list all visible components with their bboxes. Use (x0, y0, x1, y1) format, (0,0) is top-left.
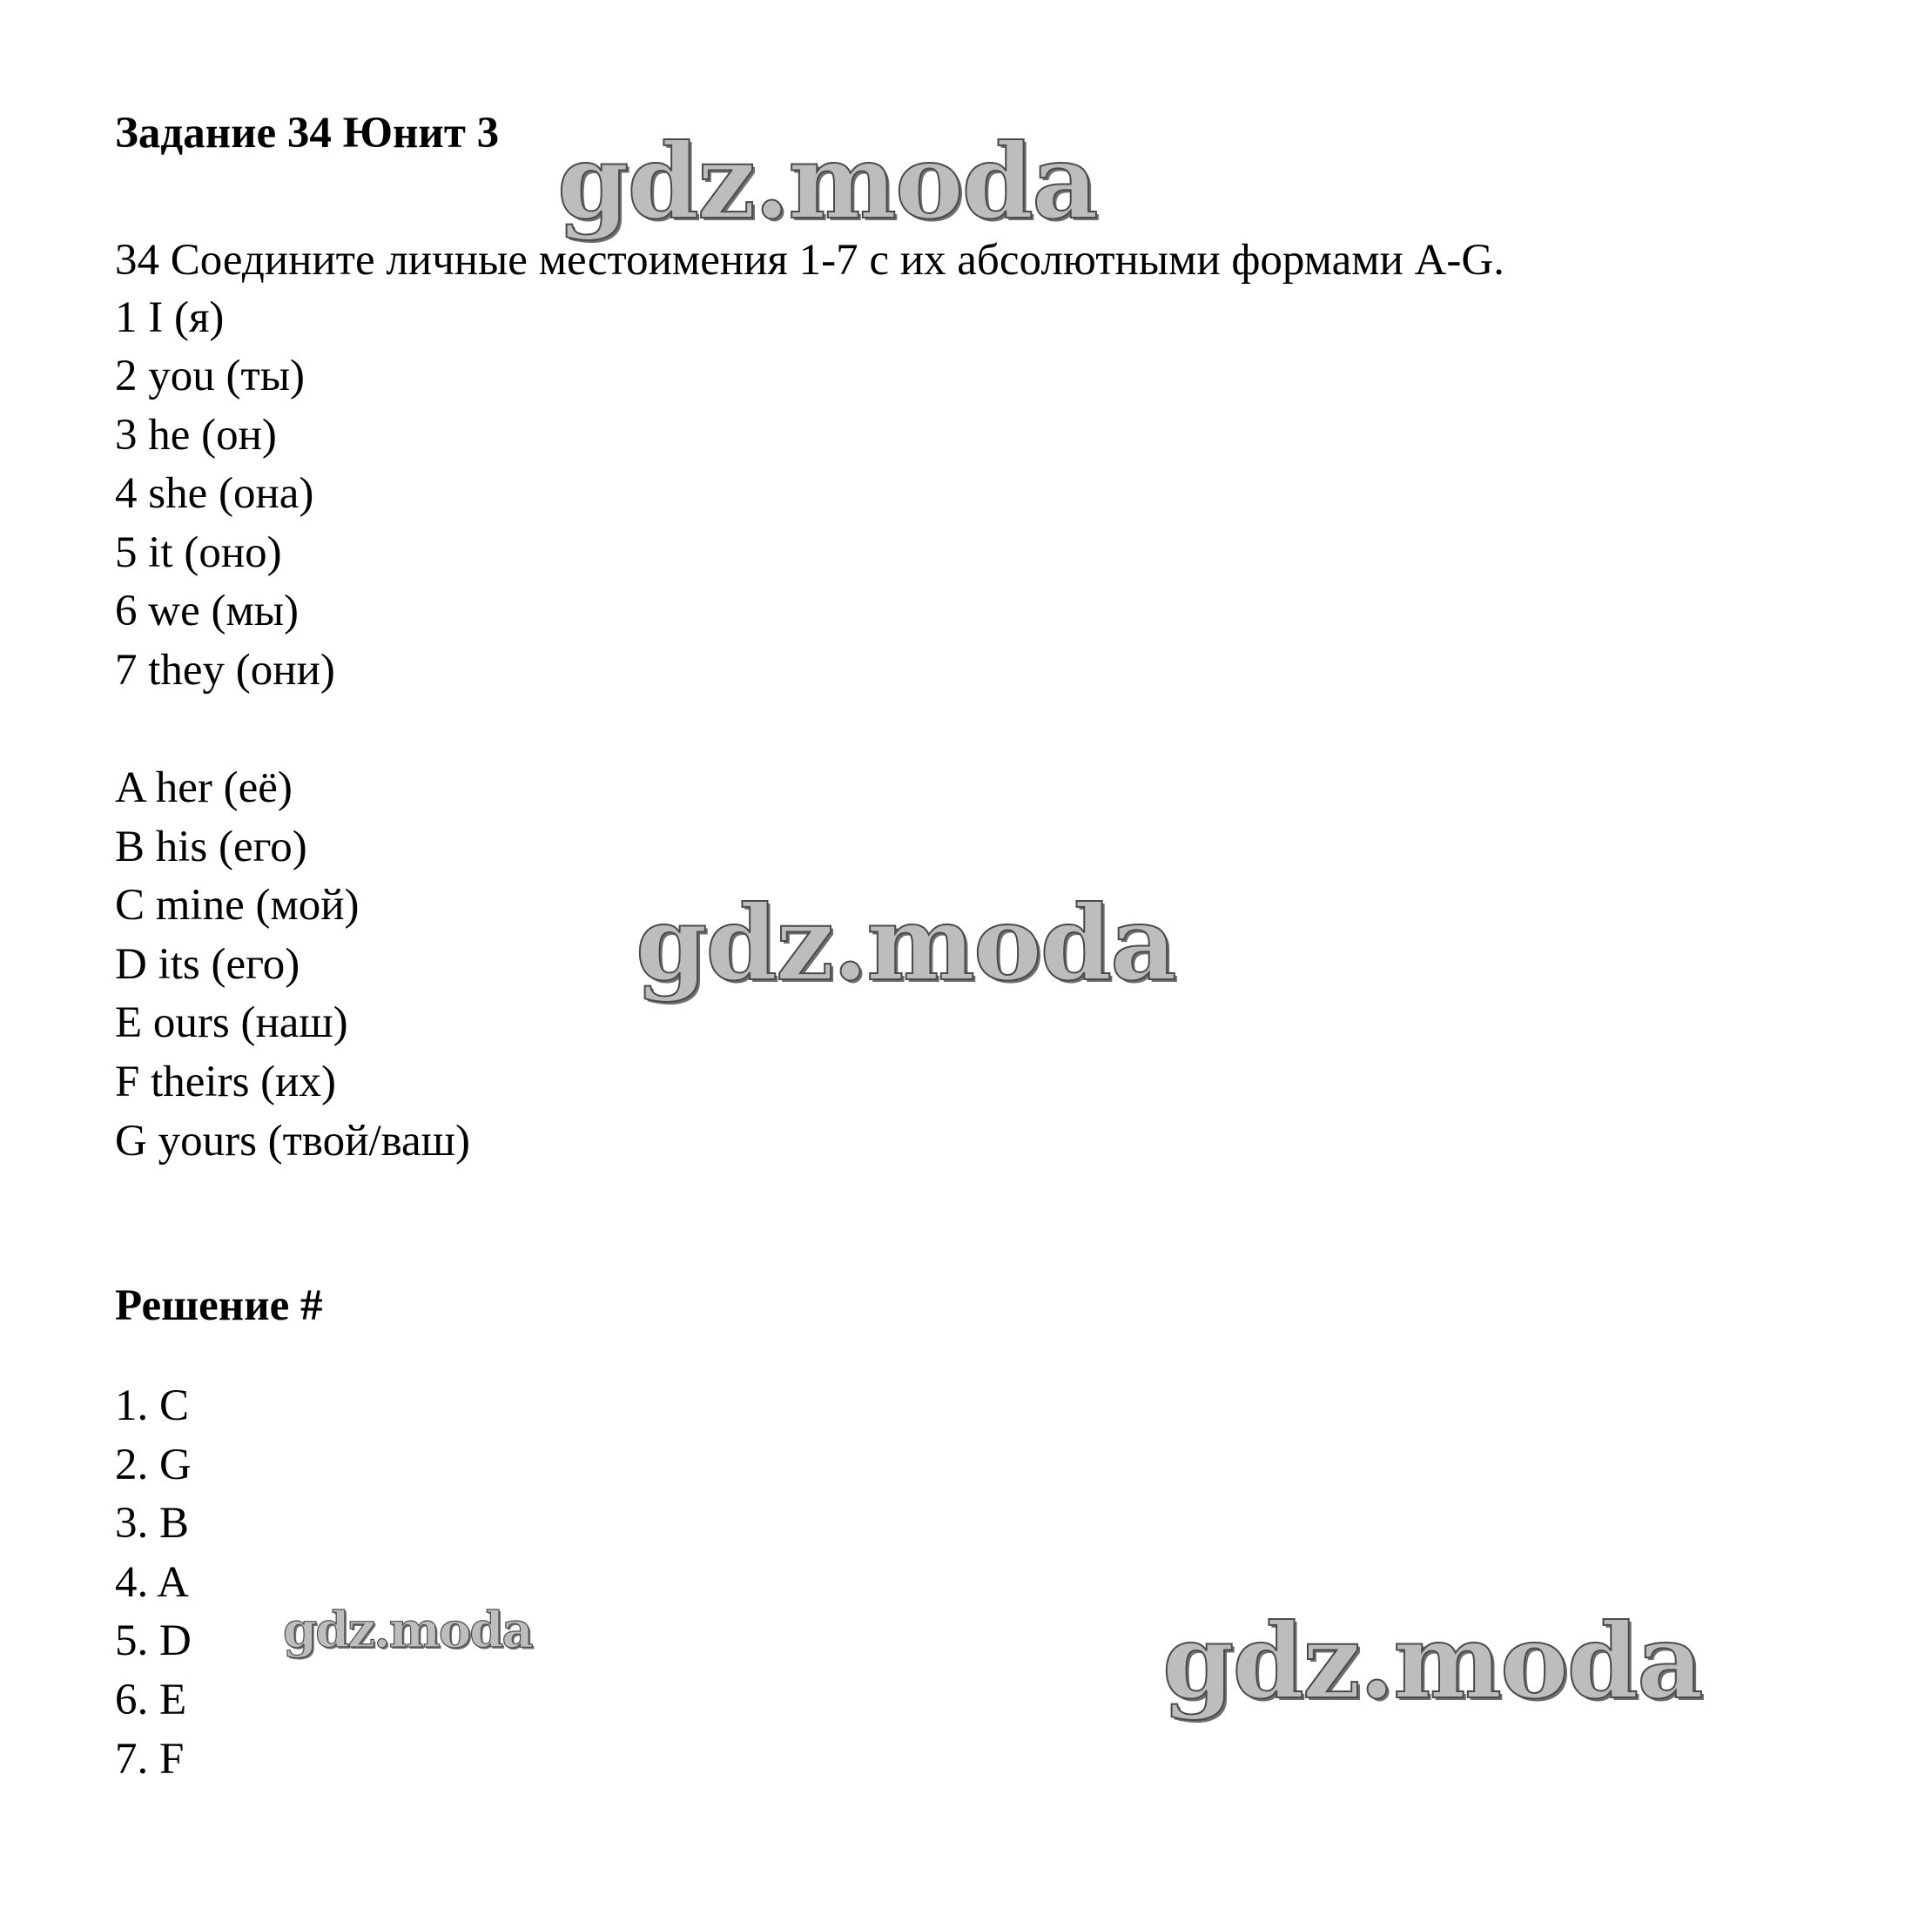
answer-item: 6. E (115, 1676, 187, 1724)
form-item: D its (его) (115, 940, 300, 989)
watermark: gdz.moda (1162, 1601, 1702, 1722)
solution-title: Решение # (115, 1281, 323, 1330)
answer-item: 3. B (115, 1499, 190, 1548)
answer-item: 4. A (115, 1558, 190, 1607)
pronoun-item: 5 it (оно) (115, 528, 282, 577)
pronoun-item: 1 I (я) (115, 293, 225, 342)
task-title: Задание 34 Юнит 3 (115, 109, 500, 158)
watermark: gdz.moda (557, 121, 1097, 242)
form-item: F theirs (их) (115, 1058, 336, 1106)
pronoun-item: 3 he (он) (115, 411, 277, 460)
form-item: C mine (мой) (115, 881, 360, 930)
answer-item: 7. F (115, 1735, 185, 1784)
pronoun-item: 6 we (мы) (115, 587, 299, 635)
task-instruction: 34 Соедините личные местоимения 1-7 с их абсолютными формами A-G. (115, 236, 1505, 285)
form-item: G yours (твой/ваш) (115, 1117, 470, 1166)
watermark: gdz.moda (283, 1602, 532, 1659)
answer-item: 1. C (115, 1381, 190, 1430)
pronoun-item: 7 they (они) (115, 646, 335, 695)
pronoun-item: 4 she (она) (115, 469, 314, 518)
form-item: E ours (наш) (115, 998, 348, 1047)
answer-item: 2. G (115, 1441, 192, 1489)
pronoun-item: 2 you (ты) (115, 352, 306, 400)
answer-item: 5. D (115, 1616, 192, 1665)
form-item: A her (её) (115, 763, 293, 812)
watermark: gdz.moda (636, 883, 1175, 1004)
form-item: B his (его) (115, 823, 307, 871)
